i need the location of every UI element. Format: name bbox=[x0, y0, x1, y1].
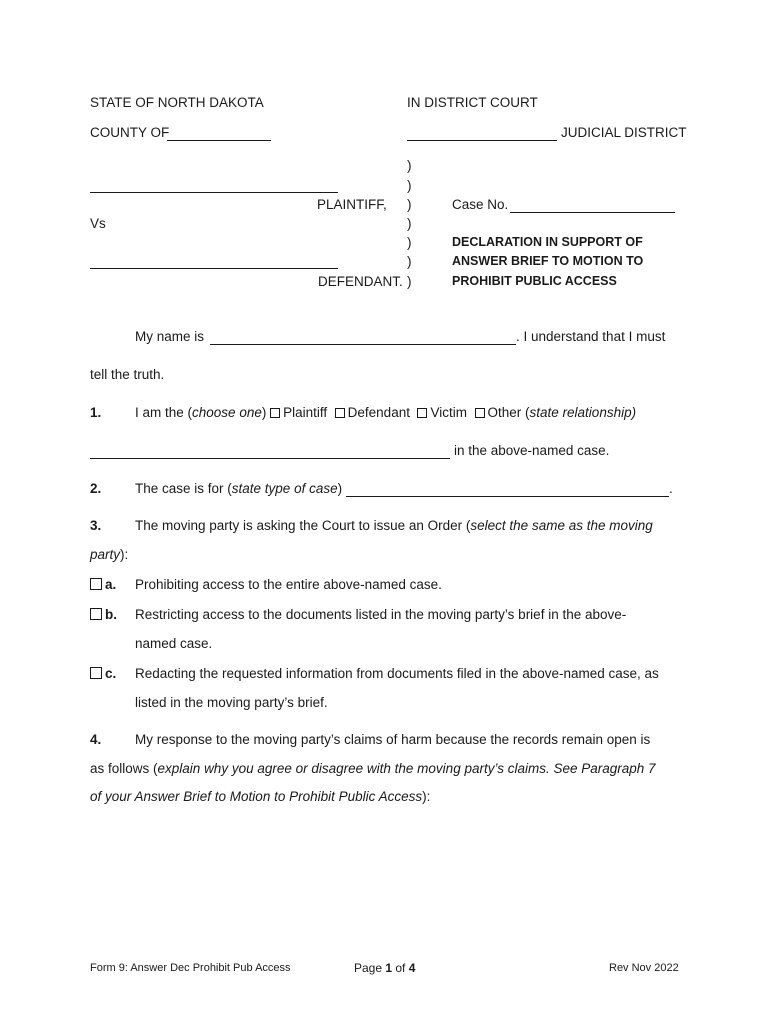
item-1-close-paren: ) bbox=[261, 405, 267, 420]
case-no-label: Case No. bbox=[452, 197, 509, 212]
declarant-name-blank[interactable] bbox=[210, 344, 516, 345]
footer-form-name: Form 9: Answer Dec Prohibit Pub Access bbox=[90, 962, 291, 974]
state-heading: STATE OF NORTH DAKOTA bbox=[90, 95, 264, 110]
caption-paren: ) bbox=[407, 235, 412, 250]
caption-paren: ) bbox=[407, 254, 412, 269]
item-2-close-paren: ) bbox=[337, 481, 343, 496]
option-c-text-line-1: Redacting the requested information from documents filed in the above-named case, as bbox=[135, 666, 659, 681]
page-of: of bbox=[392, 961, 409, 975]
option-b-text-line-2: named case. bbox=[135, 636, 213, 651]
item-4-reference: of your Answer Brief to Motion to Prohibit Public Access bbox=[90, 789, 423, 804]
footer-revision: Rev Nov 2022 bbox=[609, 962, 679, 974]
victim-option-label: Victim bbox=[430, 405, 467, 420]
county-label: COUNTY OF bbox=[90, 125, 170, 140]
item-2-number: 2. bbox=[90, 481, 102, 496]
page-total: 4 bbox=[408, 961, 416, 975]
state-relationship-label: state relationship) bbox=[529, 405, 637, 420]
item-4-text-line-1: My response to the moving party’s claims of harm because the records remain open is bbox=[135, 732, 651, 747]
other-checkbox[interactable] bbox=[475, 408, 485, 418]
option-b-letter: b. bbox=[105, 607, 117, 622]
tell-truth-text: tell the truth. bbox=[90, 367, 165, 382]
option-c-text-line-2: listed in the moving party’s brief. bbox=[135, 695, 328, 710]
document-title-line-1: DECLARATION IN SUPPORT OF bbox=[452, 235, 643, 249]
defendant-checkbox[interactable] bbox=[335, 408, 345, 418]
caption-paren: ) bbox=[407, 158, 412, 173]
page-prefix: Page bbox=[354, 961, 386, 975]
judicial-district-label: JUDICIAL DISTRICT bbox=[561, 125, 687, 140]
footer-page-number bbox=[354, 961, 415, 975]
item-4-as-follows: as follows ( bbox=[90, 761, 158, 776]
choose-one-label: choose one bbox=[192, 405, 262, 420]
page-current: 1 bbox=[385, 961, 393, 975]
option-c-checkbox[interactable] bbox=[90, 667, 102, 679]
party-end: ): bbox=[120, 547, 129, 562]
party-label: party bbox=[90, 547, 121, 562]
item-2-lead: The case is for ( bbox=[135, 481, 232, 496]
option-b-label bbox=[90, 607, 117, 622]
caption-paren: ) bbox=[407, 197, 412, 212]
option-c-letter: c. bbox=[105, 666, 117, 681]
option-b-text-line-1: Restricting access to the documents listed in the moving party’s brief in the above- bbox=[135, 607, 627, 622]
item-2-text bbox=[135, 481, 342, 496]
item-3-lead: The moving party is asking the Court to issue an Order ( bbox=[135, 518, 471, 533]
item-1-number: 1. bbox=[90, 405, 102, 420]
plaintiff-option-label: Plaintiff bbox=[283, 405, 328, 420]
item-4-close: ): bbox=[422, 789, 431, 804]
judicial-district-blank[interactable] bbox=[407, 140, 557, 141]
option-a-label bbox=[90, 577, 116, 592]
case-no-blank[interactable] bbox=[510, 212, 675, 213]
item-4-number: 4. bbox=[90, 732, 102, 747]
caption-paren: ) bbox=[407, 274, 412, 289]
relationship-blank[interactable] bbox=[90, 458, 450, 459]
select-same-label: select the same as the moving bbox=[470, 518, 653, 533]
option-a-letter: a. bbox=[105, 577, 117, 592]
understand-text: . I understand that I must bbox=[516, 329, 666, 344]
in-case-text: in the above-named case. bbox=[454, 443, 610, 458]
victim-checkbox[interactable] bbox=[417, 408, 427, 418]
document-title-line-3: PROHIBIT PUBLIC ACCESS bbox=[452, 274, 617, 288]
defendant-name-blank[interactable] bbox=[90, 268, 338, 269]
other-option-label: Other ( bbox=[487, 405, 530, 420]
option-a-text: Prohibiting access to the entire above-named case. bbox=[135, 577, 442, 592]
item-1-text bbox=[135, 405, 636, 420]
court-heading: IN DISTRICT COURT bbox=[407, 95, 538, 110]
item-4-text-line-2 bbox=[90, 761, 656, 776]
item-4-instructions: explain why you agree or disagree with the moving party’s claims. See Paragraph 7 bbox=[157, 761, 656, 776]
case-type-blank[interactable] bbox=[346, 496, 669, 497]
plaintiff-checkbox[interactable] bbox=[270, 408, 280, 418]
item-1-lead: I am the ( bbox=[135, 405, 193, 420]
plaintiff-label: PLAINTIFF, bbox=[317, 197, 387, 212]
option-c-label bbox=[90, 666, 116, 681]
defendant-label: DEFENDANT. bbox=[318, 274, 403, 289]
option-b-checkbox[interactable] bbox=[90, 608, 102, 620]
defendant-option-label: Defendant bbox=[347, 405, 410, 420]
item-2-period: . bbox=[669, 481, 673, 496]
item-3-number: 3. bbox=[90, 518, 102, 533]
document-title-line-2: ANSWER BRIEF TO MOTION TO bbox=[452, 254, 644, 268]
item-4-text-line-3 bbox=[90, 789, 430, 804]
versus-label: Vs bbox=[90, 216, 106, 231]
caption-paren: ) bbox=[407, 178, 412, 193]
item-3-text bbox=[135, 518, 653, 533]
my-name-is-label: My name is bbox=[135, 329, 205, 344]
plaintiff-name-blank[interactable] bbox=[90, 192, 338, 193]
option-a-checkbox[interactable] bbox=[90, 578, 102, 590]
state-type-label: state type of case bbox=[231, 481, 338, 496]
item-3-text-cont bbox=[90, 547, 128, 562]
county-blank[interactable] bbox=[167, 140, 271, 141]
caption-paren: ) bbox=[407, 216, 412, 231]
